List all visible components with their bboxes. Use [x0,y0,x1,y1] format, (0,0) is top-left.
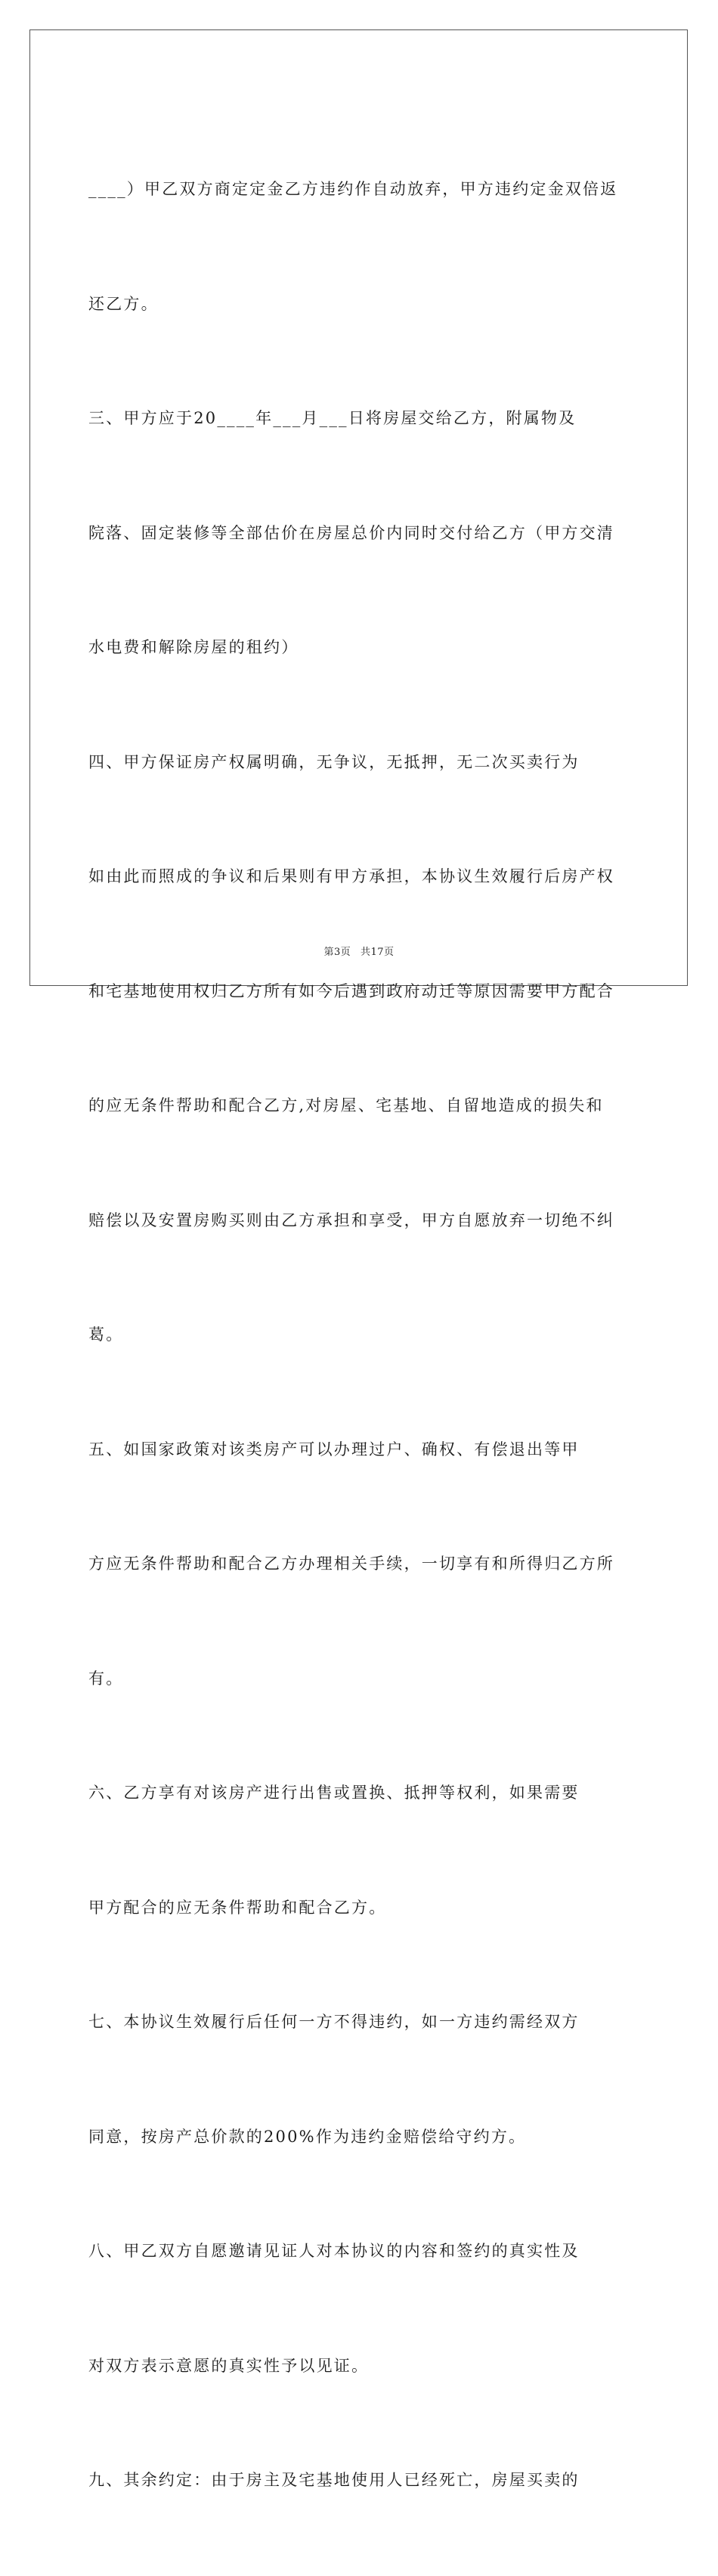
text-line: 六、乙方享有对该房产进行出售或置换、抵押等权利，如果需要 [88,1784,580,1802]
text-line: 还乙方。 [88,294,159,313]
page-number: 第3页 [323,947,351,958]
text-line: 七、本协议生效履行后任何一方不得违约，如一方违约需经双方 [88,2013,580,2031]
text-line: 有。 [88,1669,124,1688]
text-line: 九、其余约定：由于房主及宅基地使用人已经死亡，房屋买卖的 [88,2471,580,2489]
document-text [88,94,633,2576]
text-line: 对双方表示意愿的真实性予以见证。 [88,2356,370,2375]
text-line: 的应无条件帮助和配合乙方,对房屋、宅基地、自留地造成的损失和 [88,1096,604,1114]
text-line: 如由此而照成的争议和后果则有甲方承担，本协议生效履行后房产权 [88,867,614,885]
page-total: 共17页 [360,947,395,958]
page-footer [0,944,718,958]
text-line: 方应无条件帮助和配合乙方办理相关手续，一切享有和所得归乙方所 [88,1555,614,1573]
text-line: 和宅基地使用权归乙方所有如今后遇到政府动迁等原因需要甲方配合 [88,981,614,1000]
text-line: 四、甲方保证房产权属明确，无争议，无抵押，无二次买卖行为 [88,752,580,771]
text-line: 五、如国家政策对该类房产可以办理过户、确权、有偿退出等甲 [88,1440,580,1458]
text-line: 葛。 [88,1325,124,1344]
text-line: 院落、固定装修等全部估价在房屋总价内同时交付给乙方（甲方交清 [88,523,614,542]
text-line: 三、甲方应于20____年___月___日将房屋交给乙方，附属物及 [88,409,577,427]
text-line: 同意，按房产总价款的200%作为违约金赔偿给守约方。 [88,2127,527,2146]
document-body [88,94,633,2576]
text-line: 水电费和解除房屋的租约） [88,638,299,656]
text-line: ____）甲乙双方商定定金乙方违约作自动放弃，甲方违约定金双倍返 [88,180,618,198]
text-line: 八、甲乙双方自愿邀请见证人对本协议的内容和签约的真实性及 [88,2242,580,2260]
text-line: 甲方配合的应无条件帮助和配合乙方。 [88,1898,387,1917]
text-line: 赔偿以及安置房购买则由乙方承担和享受，甲方自愿放弃一切绝不纠 [88,1211,614,1229]
